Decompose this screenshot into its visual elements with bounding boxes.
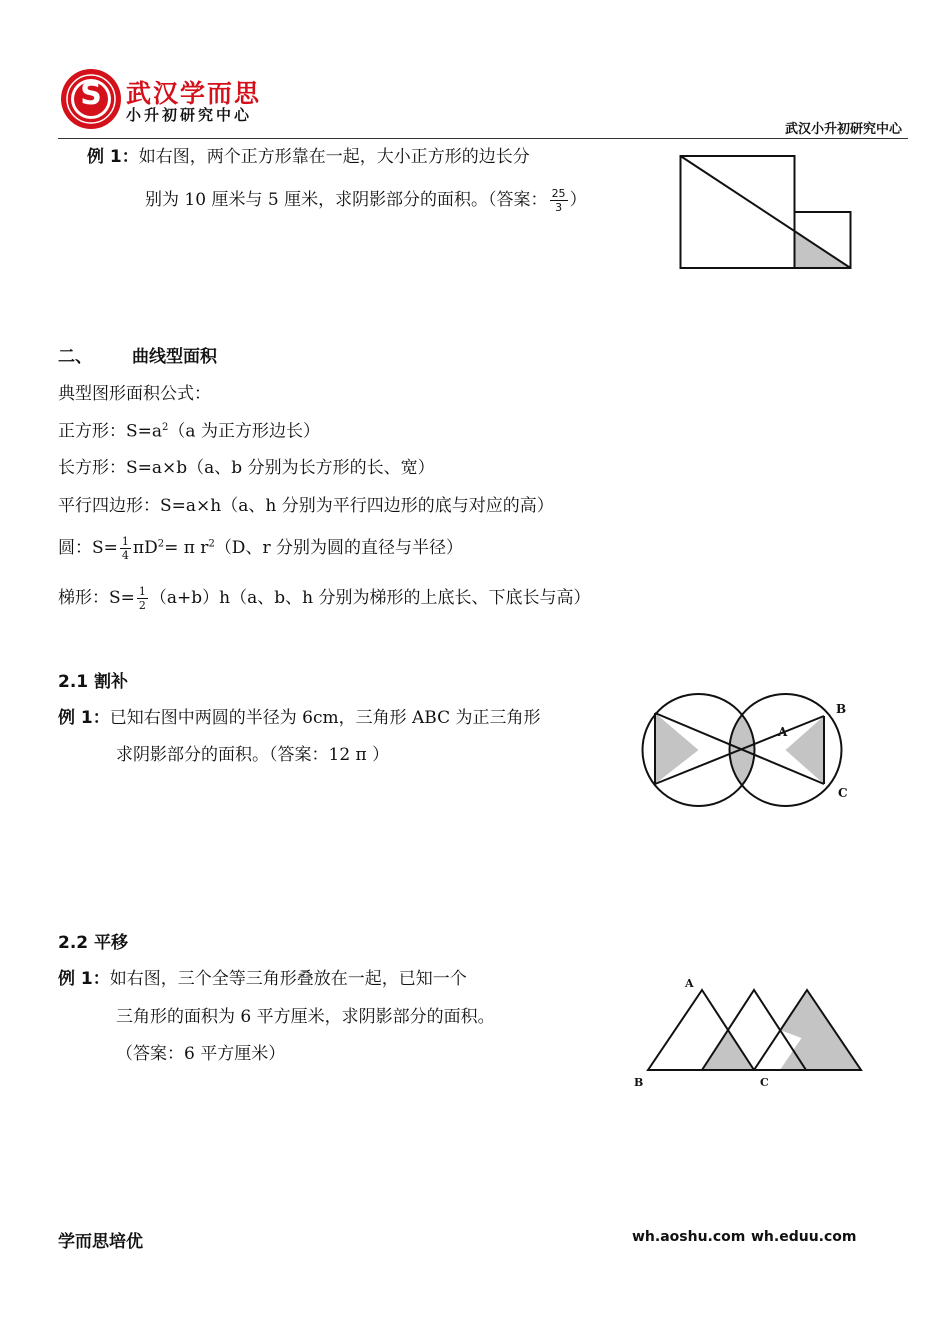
- big-square: [681, 156, 795, 268]
- formula-text: （a+b）h（a、b、h 分别为梯形的上底长、下底长与高）: [149, 588, 591, 608]
- formula-rectangle: 长方形：S=a×b（a、b 分别为长方形的长、宽）: [58, 458, 435, 478]
- formula-parallelogram: 平行四边形：S=a×h（a、h 分别为平行四边形的底与对应的高）: [58, 496, 554, 516]
- superscript: 2: [208, 538, 215, 550]
- formula-text: （D、r 分别为圆的直径与半径）: [214, 538, 463, 558]
- footer-site-aoshu[interactable]: wh.aoshu.com: [632, 1229, 746, 1245]
- example-text: 已知右图中两圆的半径为 6cm，三角形 ABC 为正三角形: [109, 708, 541, 728]
- formula-intro: 典型图形面积公式：: [58, 384, 211, 404]
- example-label: 例 1：: [87, 147, 139, 167]
- label-b: B: [836, 702, 847, 716]
- section21-heading: 2.1 割补: [58, 672, 129, 692]
- label-c: C: [760, 1076, 769, 1089]
- example-label: 例 1：: [58, 708, 110, 728]
- section2-heading: [58, 349, 217, 366]
- header: [58, 66, 908, 138]
- formula-text: πD: [132, 538, 158, 558]
- formula-text: 正方形：S=a: [58, 421, 163, 442]
- section-number: 二、: [58, 347, 92, 367]
- footer-left: 学而思培优: [58, 1232, 143, 1252]
- label-b: B: [634, 1076, 644, 1089]
- header-rule: [58, 138, 908, 139]
- shaded-triangle-small: [702, 1030, 754, 1070]
- two-circles-figure: [636, 690, 856, 810]
- formula-text: 圆：S=: [58, 538, 118, 558]
- example22-line2: 三角形的面积为 6 平方厘米，求阴影部分的面积。: [116, 1007, 495, 1027]
- fraction-numerator: 25: [551, 187, 566, 200]
- header-right-label: 武汉小升初研究中心: [784, 122, 902, 137]
- fraction-denominator: 3: [555, 201, 563, 214]
- example22-line3: （答案：6 平方厘米）: [116, 1044, 286, 1064]
- formula-square: [58, 423, 320, 441]
- section22-heading: 2.2 平移: [58, 933, 129, 953]
- formula-text: = π r: [164, 538, 209, 558]
- footer-site-eduu[interactable]: wh.eduu.com: [751, 1229, 857, 1245]
- label-a: A: [778, 725, 788, 739]
- answer-fraction: [550, 188, 568, 213]
- example-label: 例 1：: [58, 969, 110, 989]
- section-title: 曲线型面积: [132, 347, 217, 367]
- example-text: 如右图，三个全等三角形叠放在一起，已知一个: [109, 969, 467, 989]
- fraction: [137, 586, 148, 611]
- label-a: A: [685, 977, 694, 990]
- superscript: 2: [157, 538, 165, 550]
- formula-text: 梯形：S=: [58, 588, 135, 608]
- superscript: 2: [162, 422, 169, 433]
- brand-subtitle: 小升初研究中心: [126, 106, 253, 124]
- fraction-denominator: 4: [121, 549, 129, 562]
- two-squares-figure: [676, 152, 856, 272]
- example-text: 别为 10 厘米与 5 厘米，求阴影部分的面积。（答案：: [145, 190, 548, 210]
- fraction: [120, 536, 131, 561]
- three-triangles-figure: [644, 984, 866, 1076]
- shaded-triangle-left: [655, 713, 699, 784]
- example-text: 如右图，两个正方形靠在一起，大小正方形的边长分: [138, 147, 530, 167]
- label-c: C: [838, 786, 848, 800]
- example21-line2: 求阴影部分的面积。（答案：12 π ）: [116, 745, 390, 765]
- brand-logo-letter: S: [80, 77, 102, 112]
- fraction-numerator: 1: [121, 535, 129, 548]
- example1-line1: [87, 149, 530, 166]
- example1-line2: [145, 188, 587, 213]
- formula-circle: [58, 536, 463, 561]
- fraction-denominator: 2: [138, 599, 146, 612]
- example22-line1: [58, 971, 467, 988]
- formula-trapezoid: [58, 586, 590, 611]
- brand-name: 武汉学而思: [126, 79, 262, 108]
- example21-line1: [58, 710, 541, 727]
- formula-text: （a 为正方形边长）: [168, 421, 320, 442]
- shaded-triangle-right: [786, 716, 825, 784]
- fraction-numerator: 1: [138, 585, 146, 598]
- shaded-quad-large: [780, 990, 861, 1070]
- example-text: ）: [569, 190, 587, 210]
